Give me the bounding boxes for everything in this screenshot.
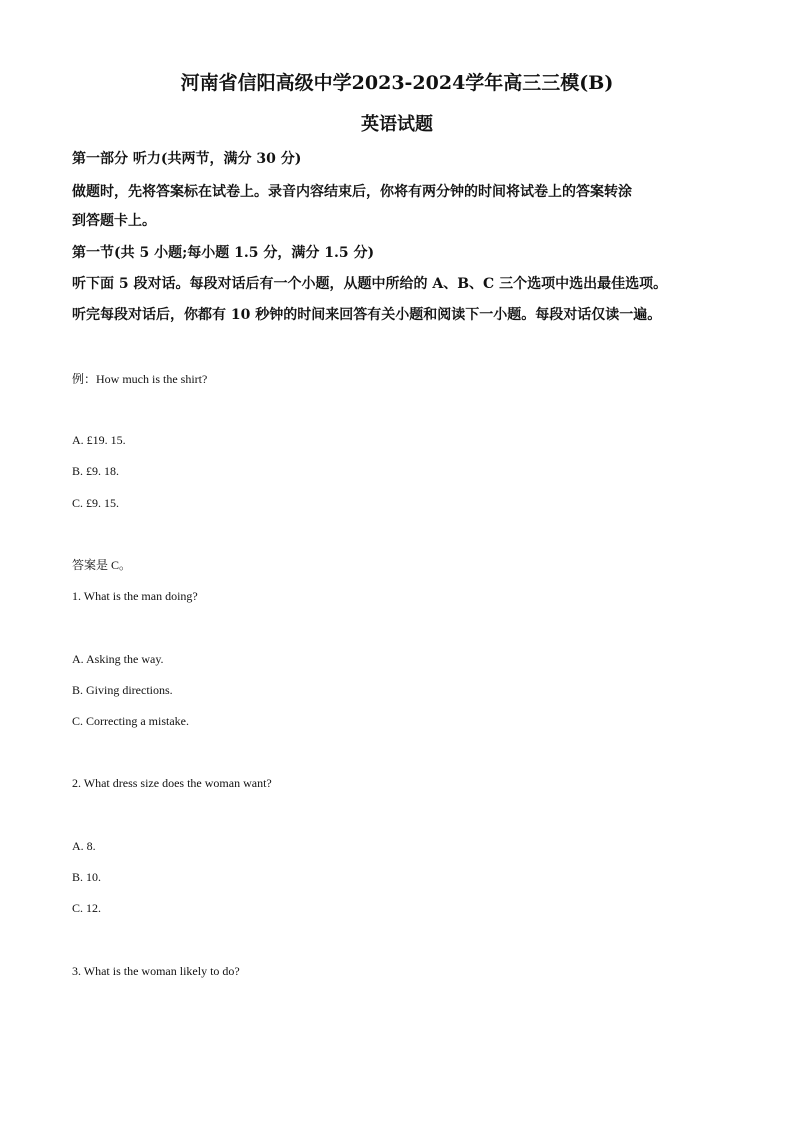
question-1-option-a: A. Asking the way.: [72, 652, 164, 666]
question-2-option-b: B. 10.: [72, 870, 102, 884]
example-answer: 答案是 C。: [72, 558, 132, 572]
question-1-option-c: C. Correcting a mistake.: [72, 714, 189, 728]
instructions-line-2: 到答题卡上。: [72, 213, 156, 229]
question-1: 1. What is the man doing?: [72, 589, 198, 603]
exam-subtitle: 英语试题: [361, 114, 433, 135]
section1-instructions-line-1: 听下面 5 段对话。每段对话后有一个小题，从题中所给的 A、B、C 三个选项中选出最佳选项。: [72, 276, 668, 292]
question-2: 2. What dress size does the woman want?: [72, 776, 272, 790]
example-option-b: B. £9. 18.: [72, 464, 120, 478]
example-question: 例：How much is the shirt?: [72, 372, 208, 386]
section1-instructions-line-2: 听完每段对话后，你都有 10 秒钟的时间来回答有关小题和阅读下一小题。每段对话仅读一遍。: [72, 307, 662, 323]
instructions-line-1: 做题时，先将答案标在试卷上。录音内容结束后，你将有两分钟的时间将试卷上的答案转涂: [72, 184, 632, 200]
example-option-c: C. £9. 15.: [72, 496, 120, 510]
exam-title: 河南省信阳高级中学2023-2024学年高三三模(B): [180, 72, 614, 94]
section1-heading: 第一节(共 5 小题;每小题 1.5 分，满分 1.5 分): [72, 245, 375, 261]
example-option-a: A. £19. 15.: [72, 433, 126, 447]
part1-heading: 第一部分 听力(共两节，满分 30 分): [72, 151, 302, 167]
question-1-option-b: B. Giving directions.: [72, 683, 173, 697]
question-2-option-a: A. 8.: [72, 839, 96, 853]
question-2-option-c: C. 12.: [72, 901, 102, 915]
question-3: 3. What is the woman likely to do?: [72, 964, 240, 978]
